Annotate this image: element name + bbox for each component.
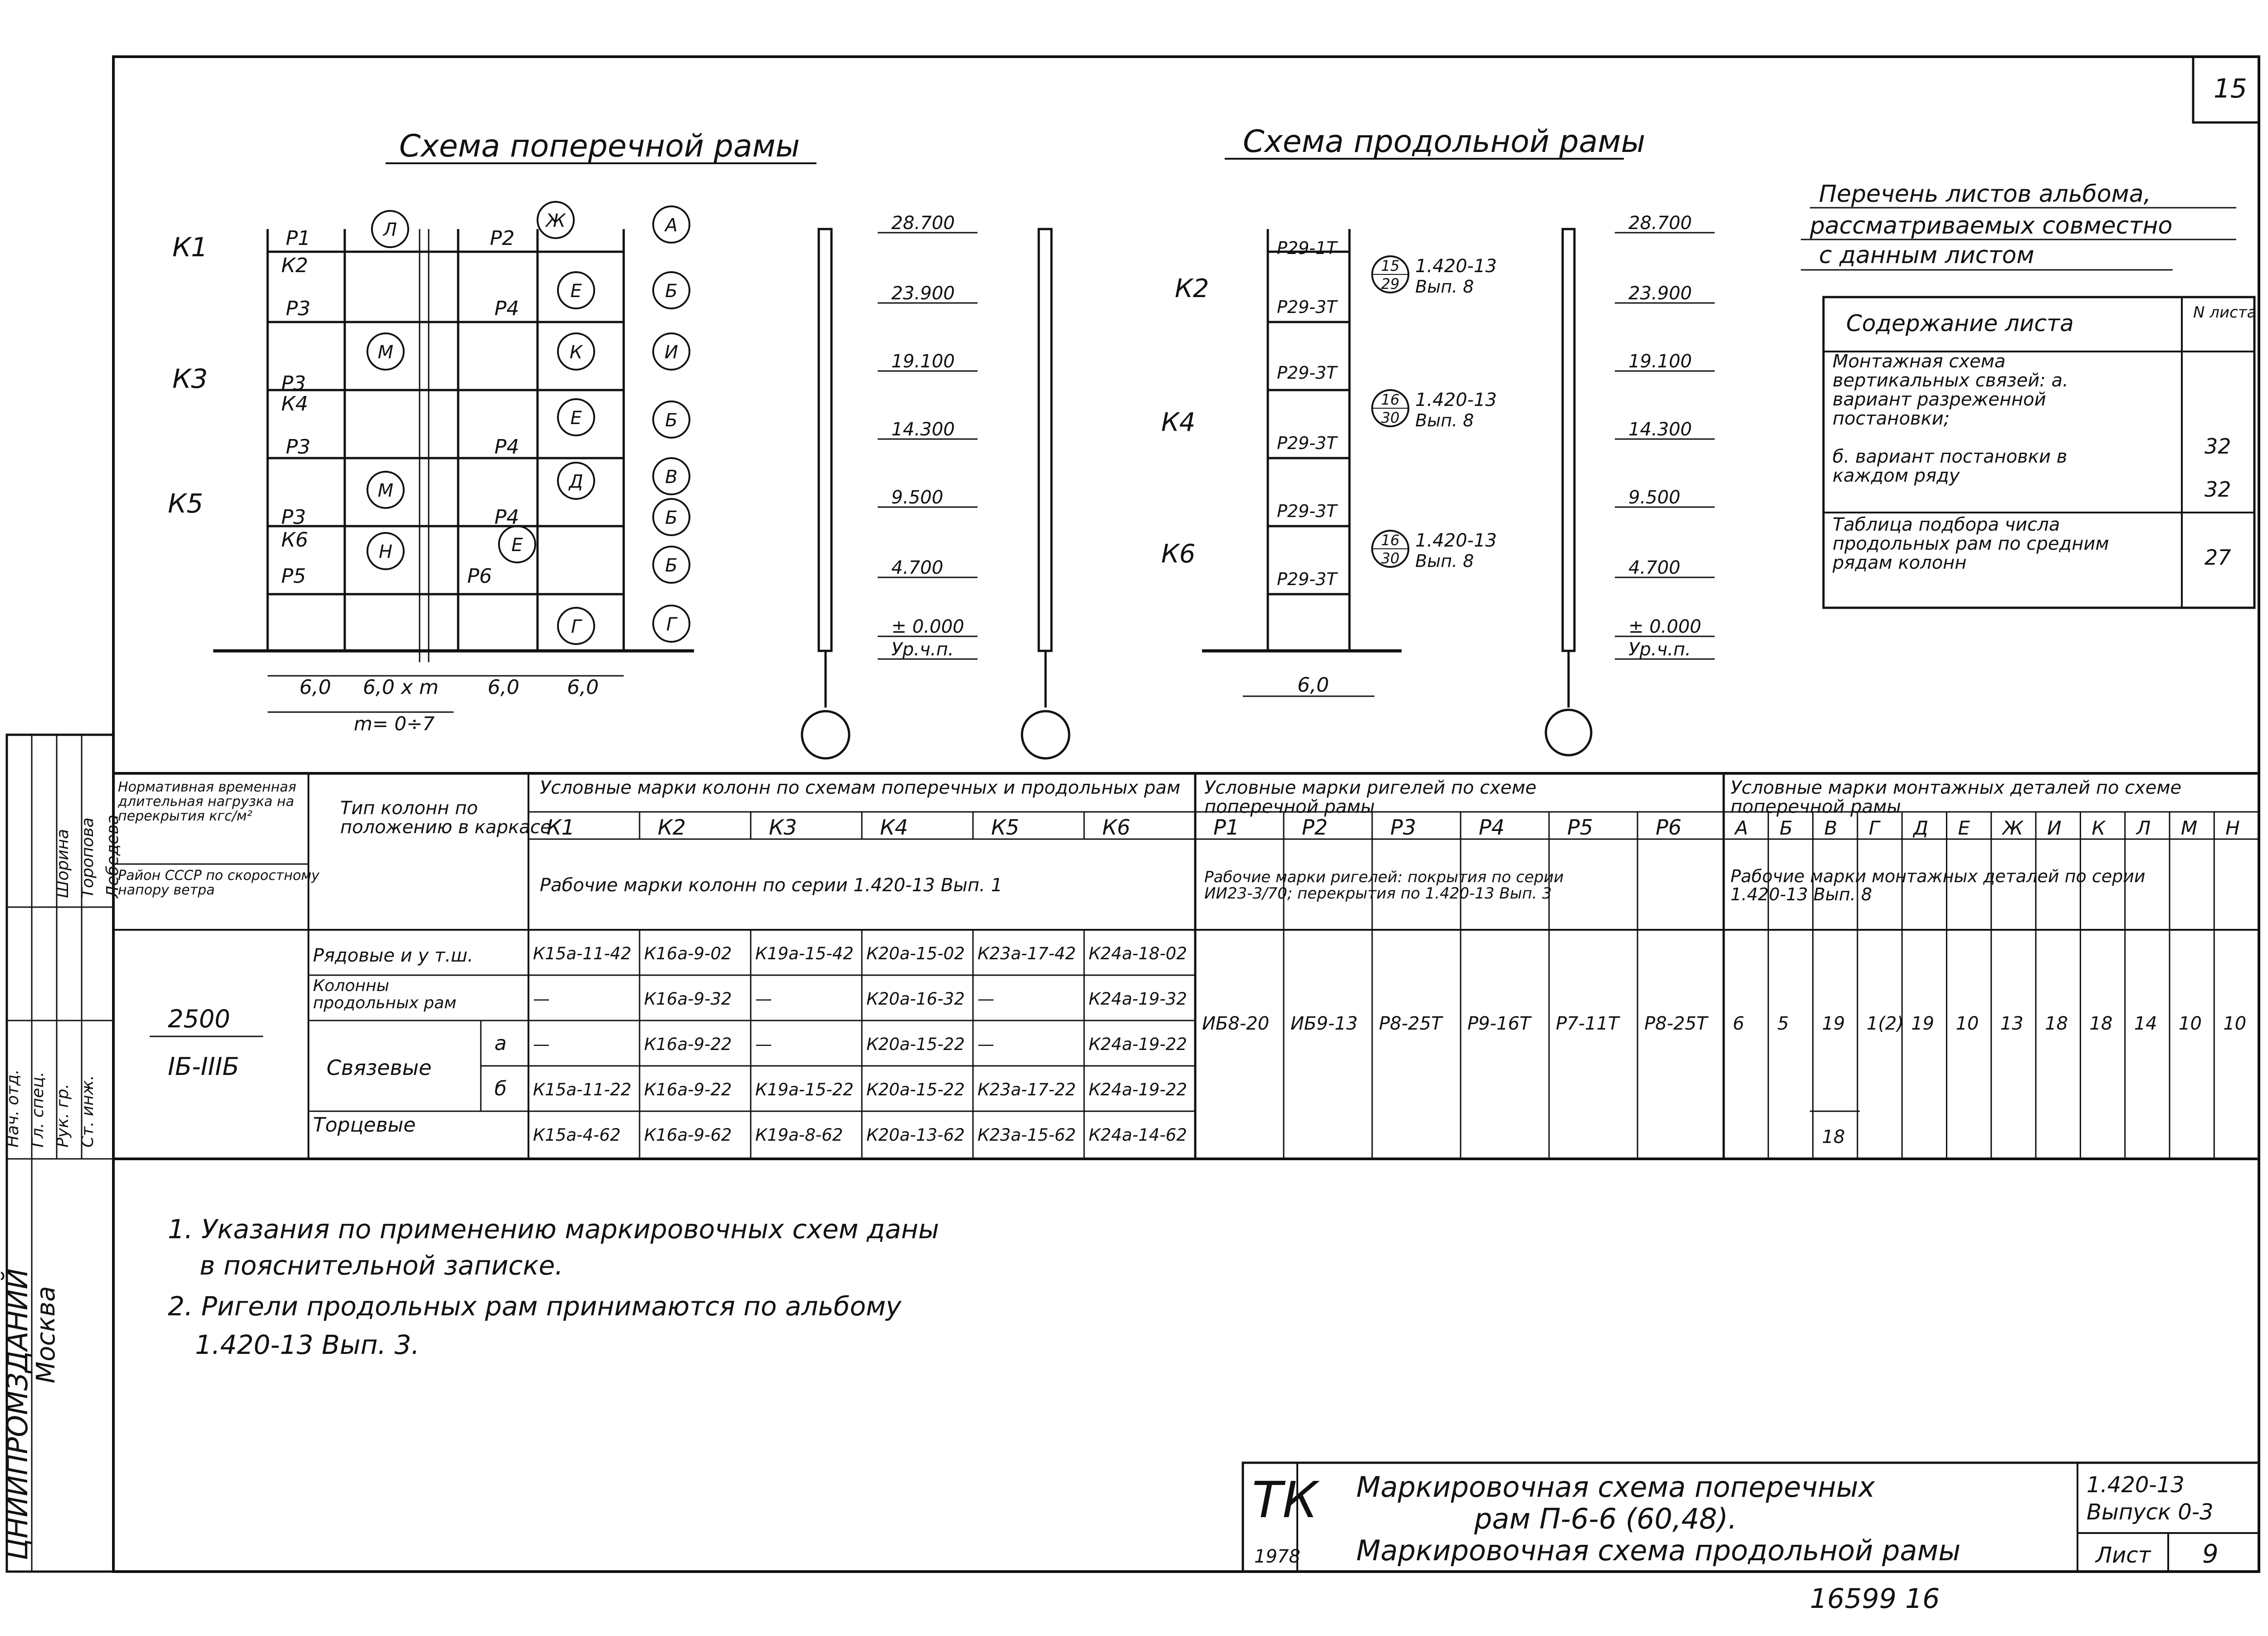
column-work-mark: К24а-18-02 bbox=[1089, 944, 1187, 963]
column-label: К6 bbox=[1102, 815, 1130, 840]
detail-label: Л bbox=[2136, 817, 2151, 839]
rigel-mark: Р4 bbox=[494, 297, 519, 320]
note-line: в пояснительной записке. bbox=[200, 1250, 563, 1281]
detail-mark-letter: Б bbox=[665, 281, 678, 302]
rigel-work-mark: Р7-11Т bbox=[1556, 1013, 1619, 1034]
column-work-mark: К16а-9-32 bbox=[644, 989, 732, 1009]
rigel-work-mark: ИБ9-13 bbox=[1290, 1013, 1358, 1034]
sheet-list-rows bbox=[1832, 351, 2231, 573]
title-issue: Выпуск 0-3 bbox=[2087, 1499, 2214, 1525]
elevation-diagram-2 bbox=[1546, 229, 1591, 755]
column-work-mark: — bbox=[755, 989, 772, 1009]
sheet-list-title-2: рассматриваемых совместно bbox=[1810, 212, 2173, 239]
rigel-label: Р4 bbox=[1479, 815, 1505, 840]
column-work-mark: К23а-17-42 bbox=[978, 944, 1076, 963]
column-work-mark: — bbox=[978, 989, 994, 1009]
column-work-mark: К20а-16-32 bbox=[866, 989, 965, 1009]
detail-work-mark: 10 bbox=[1955, 1013, 1979, 1034]
column-work-mark: — bbox=[978, 1035, 994, 1054]
column-mark: К2 bbox=[1175, 274, 1209, 303]
detail-work-mark: 10 bbox=[2223, 1013, 2247, 1034]
stamp-role: Рук. гр. bbox=[54, 1084, 72, 1148]
main-table bbox=[117, 777, 2246, 1148]
column-work-mark: — bbox=[533, 989, 550, 1009]
detail-mark-letter: Б bbox=[665, 555, 678, 576]
column-mark: К5 bbox=[168, 488, 204, 519]
rigel-mark: Р3 bbox=[286, 297, 311, 320]
detail-mark-letter: Г bbox=[666, 614, 677, 635]
stamp-name: Шорина bbox=[54, 829, 72, 898]
elevation-mark: 14.300 bbox=[891, 419, 955, 440]
rigel-mark: Р29-3Т bbox=[1277, 501, 1337, 521]
column-work-mark: К20а-15-02 bbox=[866, 944, 965, 963]
column-work-mark: К20а-15-22 bbox=[866, 1035, 965, 1054]
column-work-mark: К15а-11-42 bbox=[533, 944, 631, 963]
detail-label: А bbox=[1735, 817, 1748, 839]
column-label: К5 bbox=[991, 815, 1019, 840]
stamp-roles bbox=[4, 815, 122, 1148]
reference-node: 30 bbox=[1381, 409, 1400, 426]
sheet-list-text: Монтажная схема bbox=[1833, 351, 2006, 372]
column-work-mark: К16а-9-02 bbox=[644, 944, 732, 963]
title-year: 1978 bbox=[1254, 1546, 1300, 1567]
transverse-title: Схема поперечной рамы bbox=[399, 128, 800, 164]
rigel-label: Р6 bbox=[1656, 815, 1682, 840]
reference-node: 30 bbox=[1381, 550, 1400, 567]
rigel-mark: Р2 bbox=[490, 227, 515, 250]
detail-mark-letter: М bbox=[377, 480, 394, 501]
column-type: Связевые bbox=[327, 1055, 432, 1080]
elevation-mark: 9.500 bbox=[891, 487, 943, 508]
sheet-list-number: 32 bbox=[2204, 477, 2231, 502]
detail-mark-letter: М bbox=[377, 342, 394, 363]
rigel-label: Р5 bbox=[1567, 815, 1593, 840]
load-value: 2500 bbox=[168, 1005, 230, 1033]
column-mark: К3 bbox=[172, 363, 208, 394]
region-value: IБ-IIIБ bbox=[168, 1052, 240, 1081]
title-sheet-number: 9 bbox=[2202, 1539, 2219, 1569]
column-work-mark: К15а-11-22 bbox=[533, 1080, 631, 1099]
elevation-mark: 23.900 bbox=[1628, 283, 1692, 304]
rigel-mark: Р3 bbox=[281, 506, 306, 529]
rigel-mark: К2 bbox=[281, 254, 308, 277]
detail-mark-letter: Е bbox=[570, 281, 582, 302]
sheet-list bbox=[1801, 181, 2256, 608]
column-work-mark: К20а-13-62 bbox=[866, 1125, 965, 1145]
column-work-mark: — bbox=[755, 1035, 772, 1054]
longitudinal-title: Схема продольной рамы bbox=[1243, 124, 1646, 160]
elevation-marks-1 bbox=[878, 213, 978, 660]
column-work-mark: К24а-19-32 bbox=[1089, 989, 1187, 1009]
detail-label: Б bbox=[1779, 817, 1793, 839]
detail-mark-letter: И bbox=[665, 342, 678, 363]
header-detail-marks: поперечной рамы bbox=[1730, 796, 1901, 817]
header-column-type: Тип колонн по bbox=[340, 798, 478, 819]
elevation-mark: 4.700 bbox=[891, 557, 943, 578]
elevation-mark: 28.700 bbox=[1628, 213, 1692, 234]
rigel-mark: Р4 bbox=[494, 506, 519, 529]
sheet-list-text: б. вариант постановки в bbox=[1833, 446, 2068, 467]
stamp-name: Лебедева bbox=[103, 815, 122, 898]
elevation-mark: 4.700 bbox=[1628, 557, 1681, 578]
header-rigel-work-marks: ИИ23-3/70; перекрытия по 1.420-13 Вып. 3 bbox=[1204, 884, 1552, 903]
rigel-mark: Р29-1Т bbox=[1277, 238, 1337, 258]
rigel-mark: Р1 bbox=[286, 227, 311, 250]
detail-mark-letter: А bbox=[665, 215, 678, 236]
reference-node: 29 bbox=[1381, 275, 1400, 293]
rigel-mark: Р29-3Т bbox=[1277, 297, 1337, 317]
span-dimension: 6,0 x m bbox=[363, 676, 439, 699]
column-work-mark: К16а-9-22 bbox=[644, 1035, 732, 1054]
column-mark: К4 bbox=[1161, 408, 1196, 437]
detail-work-mark: 10 bbox=[2179, 1013, 2202, 1034]
detail-label: Н bbox=[2225, 817, 2240, 839]
rigel-mark: Р29-3Т bbox=[1277, 363, 1337, 383]
rigel-work-mark: Р9-16Т bbox=[1467, 1013, 1531, 1034]
header-column-work-marks: Рабочие марки колонн по серии 1.420-13 Вып. 1 bbox=[540, 875, 1003, 896]
stamp-city: Москва bbox=[31, 1286, 61, 1383]
sheet-list-number: 27 bbox=[2204, 545, 2231, 570]
column-type: Колонны bbox=[313, 977, 390, 995]
rigel-work-mark: ИБ8-20 bbox=[1202, 1013, 1270, 1034]
rigel-mark: Р4 bbox=[494, 435, 519, 459]
detail-mark-letter: Д bbox=[569, 471, 583, 492]
column-work-mark: К19а-15-42 bbox=[755, 944, 854, 963]
column-mark: К1 bbox=[172, 232, 208, 263]
rigel-mark: Р29-3Т bbox=[1277, 433, 1337, 453]
detail-mark-letter: В bbox=[665, 467, 678, 488]
detail-work-mark: 6 bbox=[1733, 1013, 1745, 1034]
reference-issue: Вып. 8 bbox=[1415, 551, 1474, 571]
elevation-mark: Ур.ч.п. bbox=[1628, 639, 1691, 660]
reference-issue: Вып. 8 bbox=[1415, 410, 1474, 430]
reference-series: 1.420-13 bbox=[1415, 256, 1497, 277]
span-count-note: m= 0÷7 bbox=[354, 713, 435, 735]
column-type: Рядовые и у т.ш. bbox=[313, 945, 474, 966]
detail-label: Ж bbox=[2002, 817, 2024, 839]
elevation-marks-2 bbox=[1615, 213, 1715, 660]
notes bbox=[168, 1214, 939, 1360]
sheet-list-number: 32 bbox=[2204, 434, 2231, 459]
stamp-org: ЦНИИПРОМЗДАНИЙ bbox=[1, 1268, 34, 1560]
elevation-mark: Ур.ч.п. bbox=[891, 639, 954, 660]
rigel-mark: Р3 bbox=[281, 372, 306, 395]
header-region: Район СССР по скоростному bbox=[118, 868, 320, 884]
org-logo: ТК bbox=[1252, 1471, 1318, 1529]
sheet-list-text: каждом ряду bbox=[1833, 465, 1960, 486]
column-work-mark: К23а-15-62 bbox=[978, 1125, 1076, 1145]
detail-label: Е bbox=[1958, 817, 1970, 839]
reference-sheet: 15 bbox=[1381, 257, 1400, 274]
subtype-b: б bbox=[494, 1077, 507, 1100]
detail-work-mark-extra: 18 bbox=[1822, 1127, 1845, 1148]
note-line: 1.420-13 Вып. 3. bbox=[195, 1329, 420, 1360]
stamp-role: Нач. отд. bbox=[4, 1069, 22, 1148]
detail-mark-letter: Ж bbox=[546, 210, 566, 231]
header-column-marks: Условные марки колонн по схемам поперечных и продольных рам bbox=[540, 777, 1181, 798]
header-load: Нормативная временная bbox=[118, 779, 297, 795]
title-line-3: Маркировочная схема продольной рамы bbox=[1356, 1534, 1961, 1567]
span-dimension: 6,0 bbox=[1297, 674, 1329, 697]
column-work-mark: К24а-14-62 bbox=[1089, 1125, 1187, 1145]
detail-work-mark: 19 bbox=[1911, 1013, 1935, 1034]
rigel-work-mark: Р8-25Т bbox=[1379, 1013, 1442, 1034]
column-work-mark: К19а-15-22 bbox=[755, 1080, 854, 1099]
reference-series: 1.420-13 bbox=[1415, 390, 1497, 410]
detail-mark-letter: Г bbox=[571, 616, 582, 637]
rigel-label: Р2 bbox=[1302, 815, 1328, 840]
sheet-list-text: постановки; bbox=[1833, 408, 1950, 429]
column-work-mark: К16а-9-62 bbox=[644, 1125, 732, 1145]
elevation-mark: ± 0.000 bbox=[891, 616, 964, 637]
sheet-list-text: Таблица подбора числа bbox=[1833, 514, 2060, 535]
header-detail-work-marks: 1.420-13 Вып. 8 bbox=[1730, 884, 1872, 904]
header-rigel-marks: Условные марки ригелей по схеме bbox=[1204, 777, 1537, 798]
sheet-list-text: вертикальных связей: а. bbox=[1833, 370, 2068, 391]
column-work-mark: К24а-19-22 bbox=[1089, 1035, 1187, 1054]
sheet-list-title-1: Перечень листов альбома, bbox=[1819, 181, 2151, 208]
detail-mark-letter: Е bbox=[570, 408, 582, 429]
note-line: 2. Ригели продольных рам принимаются по альбому bbox=[168, 1291, 902, 1322]
title-sheet-label: Лист bbox=[2096, 1543, 2151, 1568]
rigel-label: Р3 bbox=[1390, 815, 1417, 840]
column-work-mark: К16а-9-22 bbox=[644, 1080, 732, 1099]
column-work-mark: К15а-4-62 bbox=[533, 1125, 621, 1145]
column-work-mark: К23а-17-22 bbox=[978, 1080, 1076, 1099]
header-detail-work-marks: Рабочие марки монтажных деталей по серии bbox=[1730, 866, 2146, 886]
reference-issue: Вып. 8 bbox=[1415, 277, 1474, 297]
elevation-mark: 28.700 bbox=[891, 213, 955, 234]
rigel-mark: К6 bbox=[281, 528, 308, 552]
column-mark: К6 bbox=[1161, 539, 1196, 569]
elevation-mark: ± 0.000 bbox=[1628, 616, 1701, 637]
column-work-mark: К24а-19-22 bbox=[1089, 1080, 1187, 1099]
column-work-mark: К20а-15-22 bbox=[866, 1080, 965, 1099]
detail-work-mark: 1(2) bbox=[1866, 1013, 1904, 1034]
subtype-a: а bbox=[494, 1032, 507, 1055]
title-line-1: Маркировочная схема поперечных bbox=[1356, 1470, 1875, 1504]
rigel-mark: Р6 bbox=[467, 565, 492, 588]
detail-work-mark: 18 bbox=[2045, 1013, 2068, 1034]
column-work-mark: — bbox=[533, 1035, 550, 1054]
sheet-list-head-no: N листа bbox=[2193, 303, 2257, 322]
header-region: напору ветра bbox=[118, 882, 215, 898]
span-dimension: 6,0 bbox=[299, 676, 331, 699]
sheet-list-text: продольных рам по средним bbox=[1833, 533, 2109, 554]
elevation-mark: 19.100 bbox=[1628, 351, 1692, 372]
elevation-mark: 19.100 bbox=[891, 351, 955, 372]
detail-label: И bbox=[2047, 817, 2062, 839]
title-series: 1.420-13 bbox=[2087, 1472, 2185, 1498]
detail-label: В bbox=[1824, 817, 1838, 839]
reference-sheet: 16 bbox=[1381, 532, 1400, 549]
detail-work-mark: 13 bbox=[2000, 1013, 2024, 1034]
detail-work-mark: 5 bbox=[1777, 1013, 1789, 1034]
stamp-name: Торопова bbox=[78, 817, 97, 898]
corner-sheet-number: 15 bbox=[2214, 73, 2247, 104]
note-line: 1. Указания по применению маркировочных схем даны bbox=[168, 1214, 939, 1245]
header-rigel-marks: поперечной рамы bbox=[1204, 796, 1375, 817]
rigel-mark: Р3 bbox=[286, 435, 311, 459]
sheet-list-title-3: с данным листом bbox=[1819, 242, 2034, 269]
column-label: К3 bbox=[769, 815, 797, 840]
detail-mark-letter: Л bbox=[383, 220, 397, 240]
sheet-list-text: рядам колонн bbox=[1833, 552, 1967, 573]
detail-work-mark: 18 bbox=[2089, 1013, 2113, 1034]
stamp-role: Ст. инж. bbox=[78, 1075, 97, 1148]
elevation-mark: 23.900 bbox=[891, 283, 955, 304]
column-work-mark: К19а-8-62 bbox=[755, 1125, 843, 1145]
detail-mark-letter: Е bbox=[511, 535, 523, 556]
rigel-mark: Р29-3Т bbox=[1277, 569, 1337, 589]
column-type: продольных рам bbox=[313, 994, 457, 1012]
reference-sheet: 16 bbox=[1381, 391, 1400, 408]
elevation-mark: 9.500 bbox=[1628, 487, 1681, 508]
detail-label: Д bbox=[1913, 817, 1929, 839]
detail-label: К bbox=[2092, 817, 2106, 839]
detail-label: М bbox=[2181, 817, 2198, 839]
header-rigel-work-marks: Рабочие марки ригелей: покрытия по серии bbox=[1204, 868, 1564, 886]
rigel-work-mark: Р8-25Т bbox=[1644, 1013, 1708, 1034]
rigel-label: Р1 bbox=[1213, 815, 1240, 840]
column-label: К2 bbox=[658, 815, 686, 840]
header-column-type: положению в каркасе bbox=[340, 817, 552, 838]
transverse-frame-diagram bbox=[213, 229, 694, 712]
span-dimension: 6,0 bbox=[488, 676, 519, 699]
detail-mark-letter: Н bbox=[378, 542, 393, 562]
column-label: К1 bbox=[547, 815, 575, 840]
column-type: Торцевые bbox=[313, 1113, 416, 1137]
column-label: К4 bbox=[880, 815, 908, 840]
rigel-mark: Р5 bbox=[281, 565, 306, 588]
detail-label: Г bbox=[1868, 817, 1880, 839]
rigel-mark: К4 bbox=[281, 392, 308, 415]
longitudinal-frame-labels bbox=[1161, 238, 1497, 697]
table-column-lines bbox=[528, 812, 2259, 1159]
header-load: перекрытия кгс/м² bbox=[118, 808, 253, 824]
detail-mark-letter: К bbox=[569, 342, 583, 363]
detail-work-mark: 19 bbox=[1822, 1013, 1845, 1034]
span-dimension: 6,0 bbox=[567, 676, 599, 699]
title-line-2: рам П-6-6 (60,48). bbox=[1474, 1502, 1737, 1535]
sheet-list-head-content: Содержание листа bbox=[1846, 310, 2074, 337]
detail-mark-letter: Б bbox=[665, 410, 678, 431]
header-detail-marks: Условные марки монтажных деталей по схеме bbox=[1730, 777, 2182, 798]
detail-work-mark: 14 bbox=[2134, 1013, 2157, 1034]
stamp-role: Гл. спец. bbox=[29, 1071, 47, 1148]
bottom-archive-number: 16599 16 bbox=[1810, 1583, 1940, 1615]
elevation-mark: 14.300 bbox=[1628, 419, 1692, 440]
reference-series: 1.420-13 bbox=[1415, 530, 1497, 551]
detail-mark-letter: Б bbox=[665, 508, 678, 528]
header-load: длительная нагрузка на bbox=[118, 794, 294, 810]
sheet-list-text: вариант разреженной bbox=[1833, 389, 2046, 410]
